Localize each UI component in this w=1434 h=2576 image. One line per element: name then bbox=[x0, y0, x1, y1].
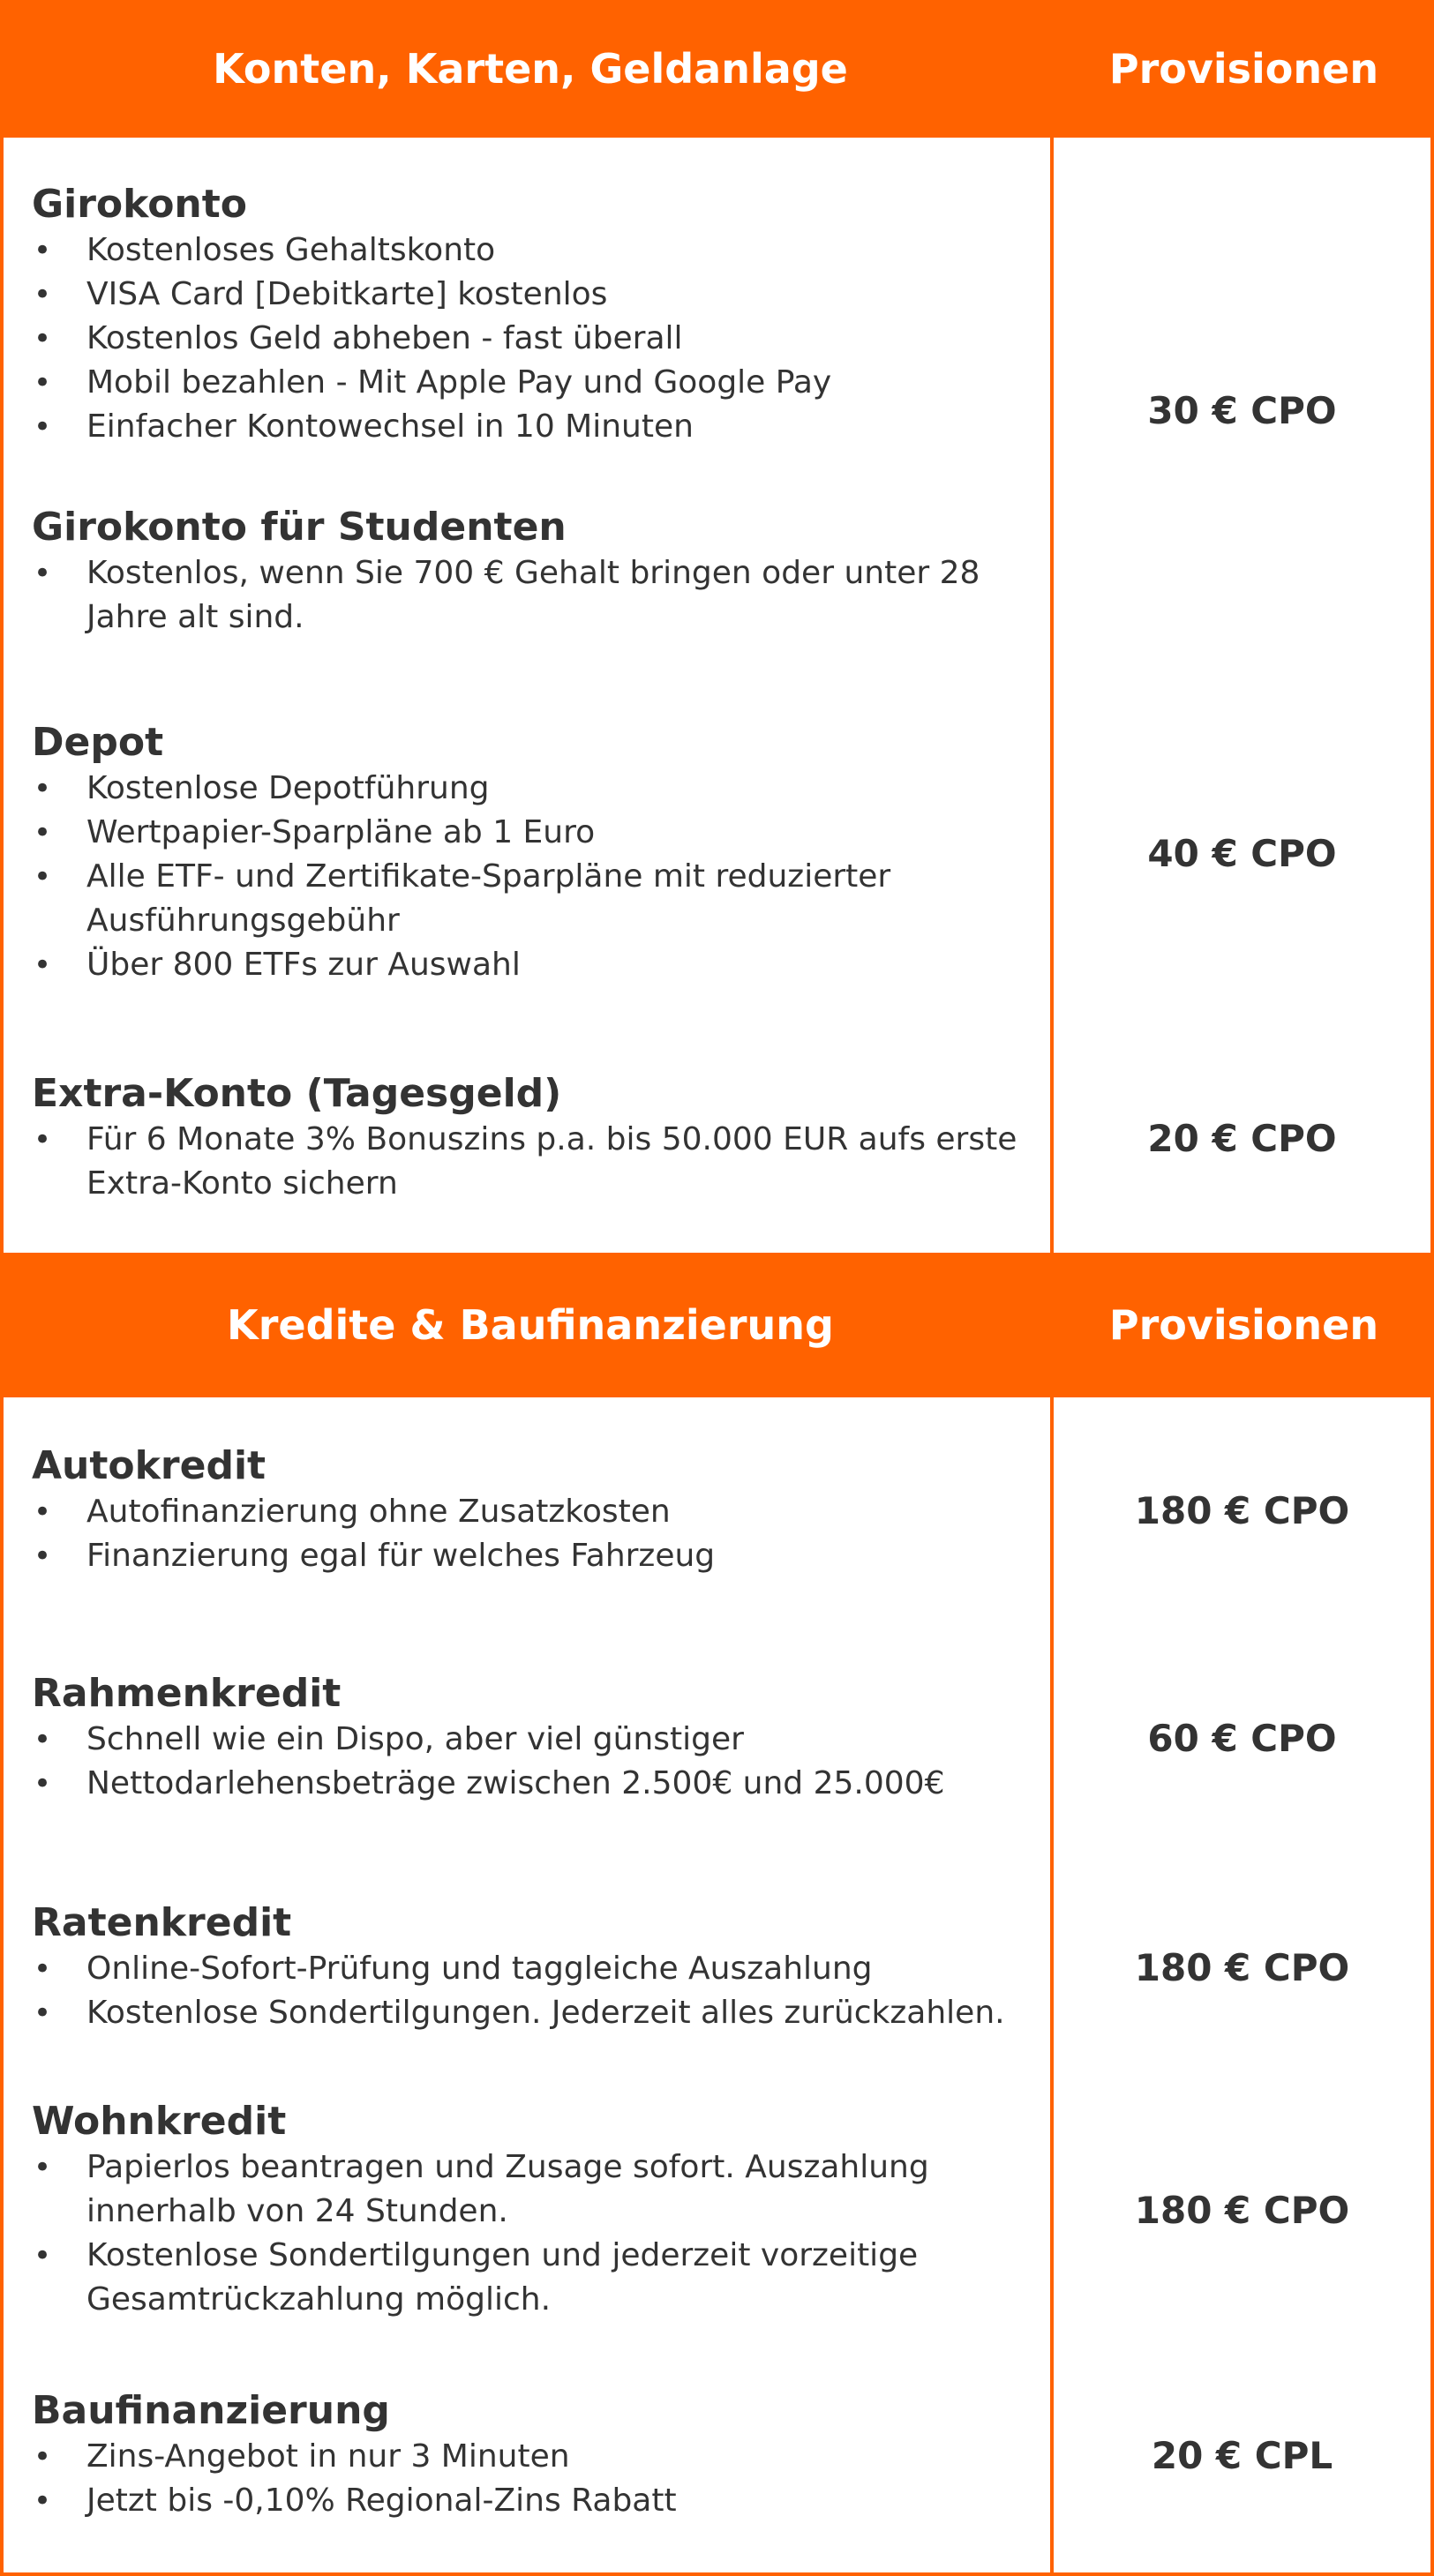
provision-value: 60 € CPO bbox=[1147, 1716, 1337, 1760]
product-block-girokonto bbox=[32, 181, 1050, 449]
list-item: • Zins-Angebot in nur 3 Minuten bbox=[32, 2435, 1050, 2479]
list-item: • Kostenlos Geld abheben - fast überall bbox=[32, 317, 1050, 361]
list-item: • Alle ETF- und Zertifikate-Sparpläne mit reduzierter Ausführungsgebühr bbox=[32, 855, 1050, 943]
list-item: • Autofinanzierung ohne Zusatzkosten bbox=[32, 1490, 1050, 1534]
list-item: • Jetzt bis -0,10% Regional-Zins Rabatt bbox=[32, 2479, 1050, 2523]
provision-column-header: Provisionen bbox=[1108, 1301, 1379, 1349]
product-title: Extra-Konto (Tagesgeld) bbox=[32, 1071, 562, 1116]
list-item: • Wertpapier-Sparpläne ab 1 Euro bbox=[32, 811, 1050, 855]
table-row-wohnkredit bbox=[0, 2082, 1434, 2341]
table-row-rahmenkredit bbox=[0, 1623, 1434, 1856]
list-item: • Über 800 ETFs zur Auswahl bbox=[32, 943, 1050, 987]
feature-list bbox=[32, 228, 1050, 449]
product-title: Baufinanzierung bbox=[32, 2388, 390, 2433]
list-item: • Mobil bezahlen - Mit Apple Pay und Google Pay bbox=[32, 361, 1050, 405]
list-item: • Für 6 Monate 3% Bonuszins p.a. bis 50.000 EUR aufs erste Extra-Konto sichern bbox=[32, 1118, 1050, 1206]
table-row-girokonto bbox=[0, 138, 1434, 686]
list-item: • Kostenlose Sondertilgungen. Jederzeit alles zurückzahlen. bbox=[32, 1991, 1050, 2035]
provision-value: 30 € CPO bbox=[1147, 388, 1337, 432]
feature-list bbox=[32, 2435, 1050, 2523]
list-item: • Nettodarlehensbeträge zwischen 2.500€ und 25.000€ bbox=[32, 1762, 1050, 1806]
product-cell bbox=[4, 138, 1054, 683]
list-item: • Kostenlos, wenn Sie 700 € Gehalt bringen oder unter 28 Jahre alt sind. bbox=[32, 551, 1050, 640]
list-item: • Papierlos beantragen und Zusage sofort. Auszahlung innerhalb von 24 Stunden. bbox=[32, 2145, 1050, 2234]
product-cell bbox=[4, 1623, 1054, 1853]
section-header-kredite bbox=[0, 1253, 1434, 1397]
provision-value: 20 € CPO bbox=[1147, 1116, 1337, 1160]
product-cell bbox=[4, 2082, 1054, 2338]
list-item: • Kostenlose Sondertilgungen und jederzeit vorzeitige Gesamtrückzahlung möglich. bbox=[32, 2234, 1050, 2322]
section-title: Kredite & Baufinanzierung bbox=[227, 1301, 834, 1349]
product-cell bbox=[4, 2338, 1054, 2572]
list-item: • Kostenloses Gehaltskonto bbox=[32, 228, 1050, 273]
provision-value: 180 € CPO bbox=[1134, 2188, 1350, 2232]
provision-value: 20 € CPL bbox=[1151, 2433, 1333, 2477]
feature-list bbox=[32, 2145, 1050, 2322]
table-row-ratenkredit bbox=[0, 1853, 1434, 2086]
table-row-depot bbox=[0, 683, 1434, 1027]
product-title: Depot bbox=[32, 720, 164, 765]
product-title: Ratenkredit bbox=[32, 1900, 292, 1945]
feature-list bbox=[32, 1490, 1050, 1578]
section-title: Konten, Karten, Geldanlage bbox=[213, 45, 848, 93]
feature-list bbox=[32, 1718, 1050, 1806]
product-title: Rahmenkredit bbox=[32, 1671, 342, 1716]
list-item: • Schnell wie ein Dispo, aber viel günstiger bbox=[32, 1718, 1050, 1762]
product-cell bbox=[4, 683, 1054, 1023]
list-item: • Kostenlose Depotführung bbox=[32, 767, 1050, 811]
feature-list bbox=[32, 767, 1050, 987]
table-row-extra-konto bbox=[0, 1023, 1434, 1256]
provision-value: 180 € CPO bbox=[1134, 1488, 1350, 1532]
table-row-autokredit bbox=[0, 1397, 1434, 1627]
provision-value: 180 € CPO bbox=[1134, 1945, 1350, 1989]
feature-list bbox=[32, 1947, 1050, 2035]
product-cell bbox=[4, 1853, 1054, 2082]
product-block-girokonto-studenten bbox=[32, 504, 1050, 640]
product-cell bbox=[4, 1397, 1054, 1623]
product-cell bbox=[4, 1023, 1054, 1253]
product-title: Girokonto bbox=[32, 182, 248, 227]
feature-list bbox=[32, 551, 1050, 640]
provision-column-header: Provisionen bbox=[1108, 45, 1379, 93]
provision-value: 40 € CPO bbox=[1147, 831, 1337, 875]
feature-list bbox=[32, 1118, 1050, 1206]
table-row-baufinanzierung bbox=[0, 2338, 1434, 2576]
section-header-konten bbox=[0, 0, 1434, 138]
list-item: • Finanzierung egal für welches Fahrzeug bbox=[32, 1534, 1050, 1578]
list-item: • Einfacher Kontowechsel in 10 Minuten bbox=[32, 405, 1050, 449]
list-item: • Online-Sofort-Prüfung und taggleiche Auszahlung bbox=[32, 1947, 1050, 1991]
list-item: • VISA Card [Debitkarte] kostenlos bbox=[32, 273, 1050, 317]
product-title: Autokredit bbox=[32, 1443, 267, 1488]
product-title: Wohnkredit bbox=[32, 2099, 287, 2144]
product-title: Girokonto für Studenten bbox=[32, 505, 567, 550]
